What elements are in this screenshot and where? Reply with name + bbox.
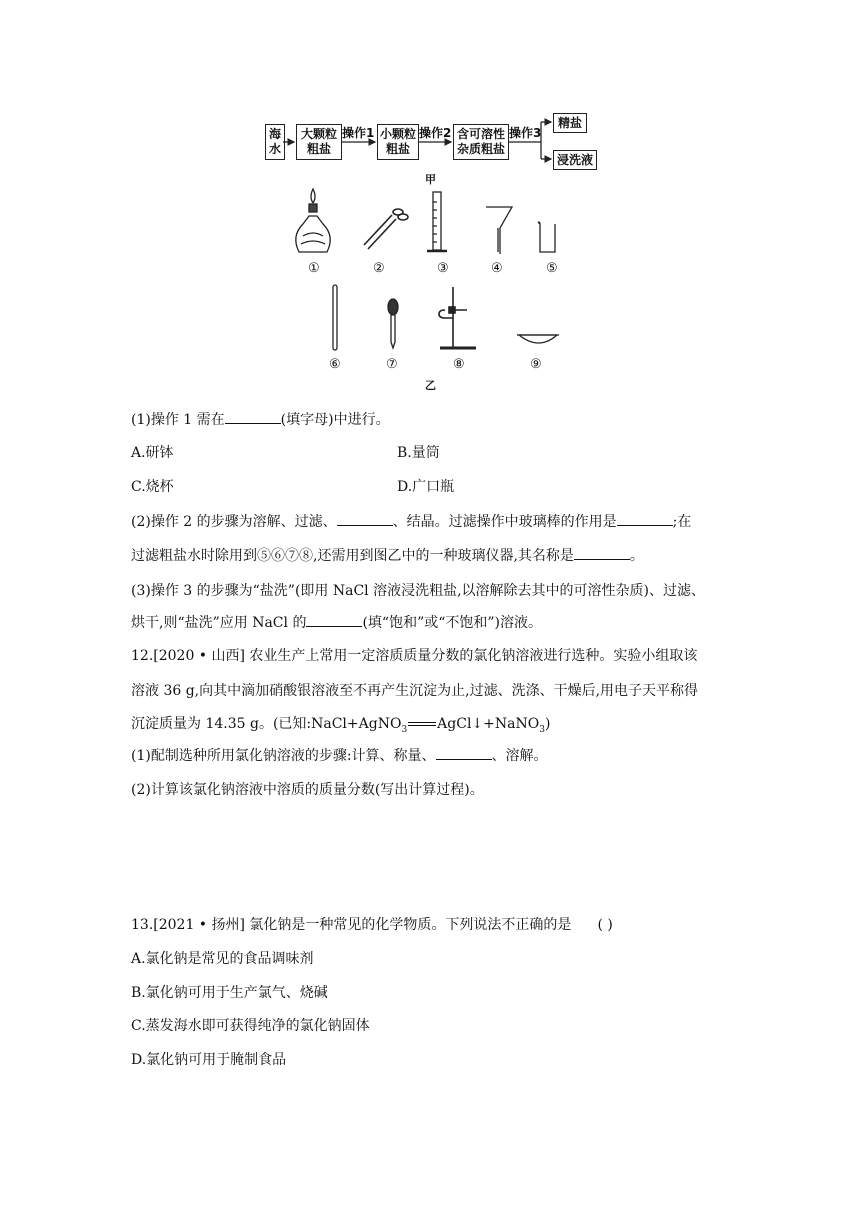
flow-label-op3: 操作3: [509, 126, 542, 140]
funnel-icon: [486, 207, 512, 254]
apparatus-label-6: ⑥: [329, 357, 341, 372]
iron-stand-icon: [439, 287, 476, 348]
q11-option-c: C.烧杯: [131, 479, 174, 495]
apparatus-label-9: ⑨: [530, 357, 542, 372]
q11-option-d: D.广口瓶: [397, 479, 455, 495]
answer-blank: [574, 545, 630, 560]
flow-box-impure-salt: 含可溶性 杂质粗盐: [453, 124, 509, 160]
apparatus-label-7: ⑦: [386, 357, 398, 372]
answer-blank: [617, 511, 673, 526]
q11-part2-line2: 过滤粗盐水时除用到⑤⑥⑦⑧,还需用到图乙中的一种玻璃仪器,其名称是 。: [131, 545, 644, 565]
apparatus-label-4: ④: [491, 261, 503, 276]
apparatus-label-5: ⑤: [546, 261, 558, 276]
evaporating-dish-icon: [517, 335, 559, 343]
crucible-tongs-icon: [364, 209, 408, 249]
q11-part2-line1: (2)操作 2 的步骤为溶解、过滤、 、结晶。过滤操作中玻璃棒的作用是 ;在: [131, 511, 691, 531]
apparatus-label-3: ③: [437, 261, 449, 276]
equals-sign: [408, 722, 436, 726]
q12-part1: (1)配制选种所用氯化钠溶液的步骤:计算、称量、 、溶解。: [131, 745, 548, 765]
q13-option-c: C.蒸发海水即可获得纯净的氯化钠固体: [131, 1018, 370, 1034]
flow-box-refined-salt: 精盐: [553, 113, 587, 133]
q13-stem: 13.[2021 • 扬州] 氯化钠是一种常见的化学物质。下列说法不正确的是 ( ): [131, 917, 613, 933]
apparatus-caption: 乙: [425, 379, 436, 392]
beaker-icon: [538, 222, 555, 252]
flow-box-small-salt: 小颗粒 粗盐: [377, 124, 419, 160]
q11-option-b: B.量筒: [397, 445, 440, 461]
q13-option-d: D.氯化钠可用于腌制食品: [131, 1052, 287, 1068]
answer-blank: [306, 612, 362, 627]
alcohol-lamp-icon: [296, 189, 330, 252]
answer-blank: [436, 745, 492, 760]
glass-rod-icon: [333, 285, 337, 350]
flow-box-wash-liquid: 浸洗液: [553, 150, 597, 170]
flow-box-big-salt: 大颗粒 粗盐: [296, 124, 342, 160]
answer-blank: [337, 511, 393, 526]
dropper-icon: [388, 299, 398, 348]
apparatus-figure: [0, 180, 860, 380]
apparatus-label-8: ⑧: [453, 357, 465, 372]
q11-part3-line1: (3)操作 3 的步骤为“盐洗”(即用 NaCl 溶液浸洗粗盐,以溶解除去其中的可溶性杂质)、过滤、: [131, 583, 706, 599]
answer-blank: [225, 409, 281, 424]
q12-stem-line3: 沉淀质量为 14.35 g。(已知:NaCl+AgNO$_3$ AgCl↓+NaNO$_3$): [131, 716, 551, 735]
flow-box-sea: 海 水: [265, 124, 285, 160]
flow-arrows: [0, 0, 860, 200]
q12-stem-line1: 12.[2020 • 山西] 农业生产上常用一定溶质质量分数的氯化钠溶液进行选种。实验小组取该: [131, 648, 698, 664]
q11-part3-line2: 烘干,则“盐洗”应用 NaCl 的 (填“饱和”或“不饱和”)溶液。: [131, 612, 542, 632]
flow-label-op1: 操作1: [342, 126, 375, 140]
q13-option-a: A.氯化钠是常见的食品调味剂: [131, 951, 314, 967]
apparatus-label-1: ①: [308, 261, 320, 276]
answer-paren: ( ): [597, 917, 613, 933]
q12-part2: (2)计算该氯化钠溶液中溶质的质量分数(写出计算过程)。: [131, 782, 484, 798]
q12-stem-line2: 溶液 36 g,向其中滴加硝酸银溶液至不再产生沉淀为止,过滤、洗涤、干燥后,用电子天平称得: [131, 683, 699, 699]
apparatus-label-2: ②: [373, 261, 385, 276]
q11-option-a: A.研钵: [131, 445, 174, 461]
q13-option-b: B.氯化钠可用于生产氯气、烧碱: [131, 985, 328, 1001]
flow-label-op2: 操作2: [419, 126, 452, 140]
graduated-cylinder-icon: [427, 192, 447, 251]
q11-part1: (1)操作 1 需在 (填字母)中进行。: [131, 409, 390, 429]
flow-caption: 甲: [425, 173, 436, 186]
